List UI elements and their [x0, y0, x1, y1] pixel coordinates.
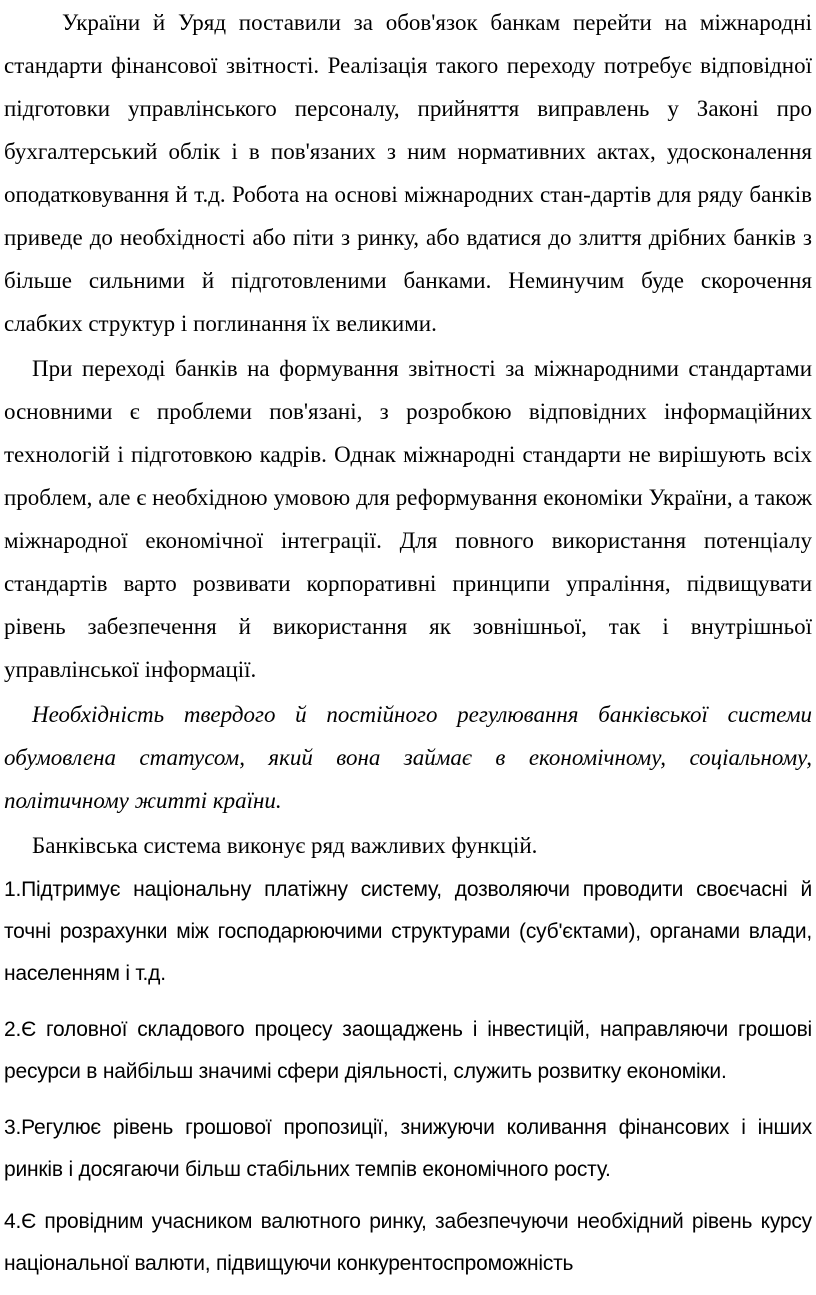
- paragraph-reporting-problems: При переході банків на формування звітності за міжнародними стандартами основними є проблеми пов'язані, з розробкою відповідних інформаційних технологій і підготовкою кадрів. Однак міжнародні стандарти не вирішують всіх проблем, але є необхідною умовою для реформування економіки України, а також міжнародної економічної інтеграції. Для повного використання потенціалу стандартів варто розвивати корпоративні принципи упраління, підвищувати рівень забезпечення й використання як зовнішньої, так і внутрішньої управлінської інформації.: [4, 356, 812, 682]
- paragraph-functions-intro: Банківська система виконує ряд важливих функцій.: [32, 833, 538, 858]
- function-item-3: 3.Регулює рівень грошової пропозиції, знижуючи коливання фінансових і інших ринків і досягаючи більш стабільних темпів економічного росту.: [4, 1116, 812, 1181]
- function-item-4: 4.Є провідним учасником валютного ринку, забезпечуючи необхідний рівень курсу національної валюти, підвищуючи конкурентоспроможність: [4, 1210, 812, 1275]
- paragraph-regulation-necessity: Необхідність твердого й постійного регулювання банківської системи обумовлена статусом, який вона займає в економічному, соціальному, політичному житті країни.: [4, 702, 812, 813]
- function-item-2: 2.Є головної складового процесу заощаджень і інвестицій, направляючи грошові ресурси в найбільш значимі сфери діяльності, служить розвитку економіки.: [4, 1018, 812, 1083]
- document-page: [4, 0, 812, 1285]
- paragraph-standards-transition: України й Уряд поставили за обов'язок банкам перейти на міжнародні стандарти фінансової звітності. Реалізація такого переходу потребує відповідної підготовки управлінського персоналу, прийняття виправлень у Законі про бухгалтерський облік і в пов'язаних з ним нормативних актах, удосконалення оподатковування й т.д. Робота на основі міжнародних стан-дартів для ряду банків приведе до необхідності або піти з ринку, або вдатися до злиття дрібних банків з більше сильними й підготовленими банками. Неминучим буде скорочення слабких структур і поглинання їх великими.: [4, 10, 812, 336]
- function-item-1: 1.Підтримує національну платіжну систему, дозволяючи проводити своєчасні й точні розрахунки між господарюючими структурами (суб'єктами), органами влади, населенням і т.д.: [4, 878, 812, 985]
